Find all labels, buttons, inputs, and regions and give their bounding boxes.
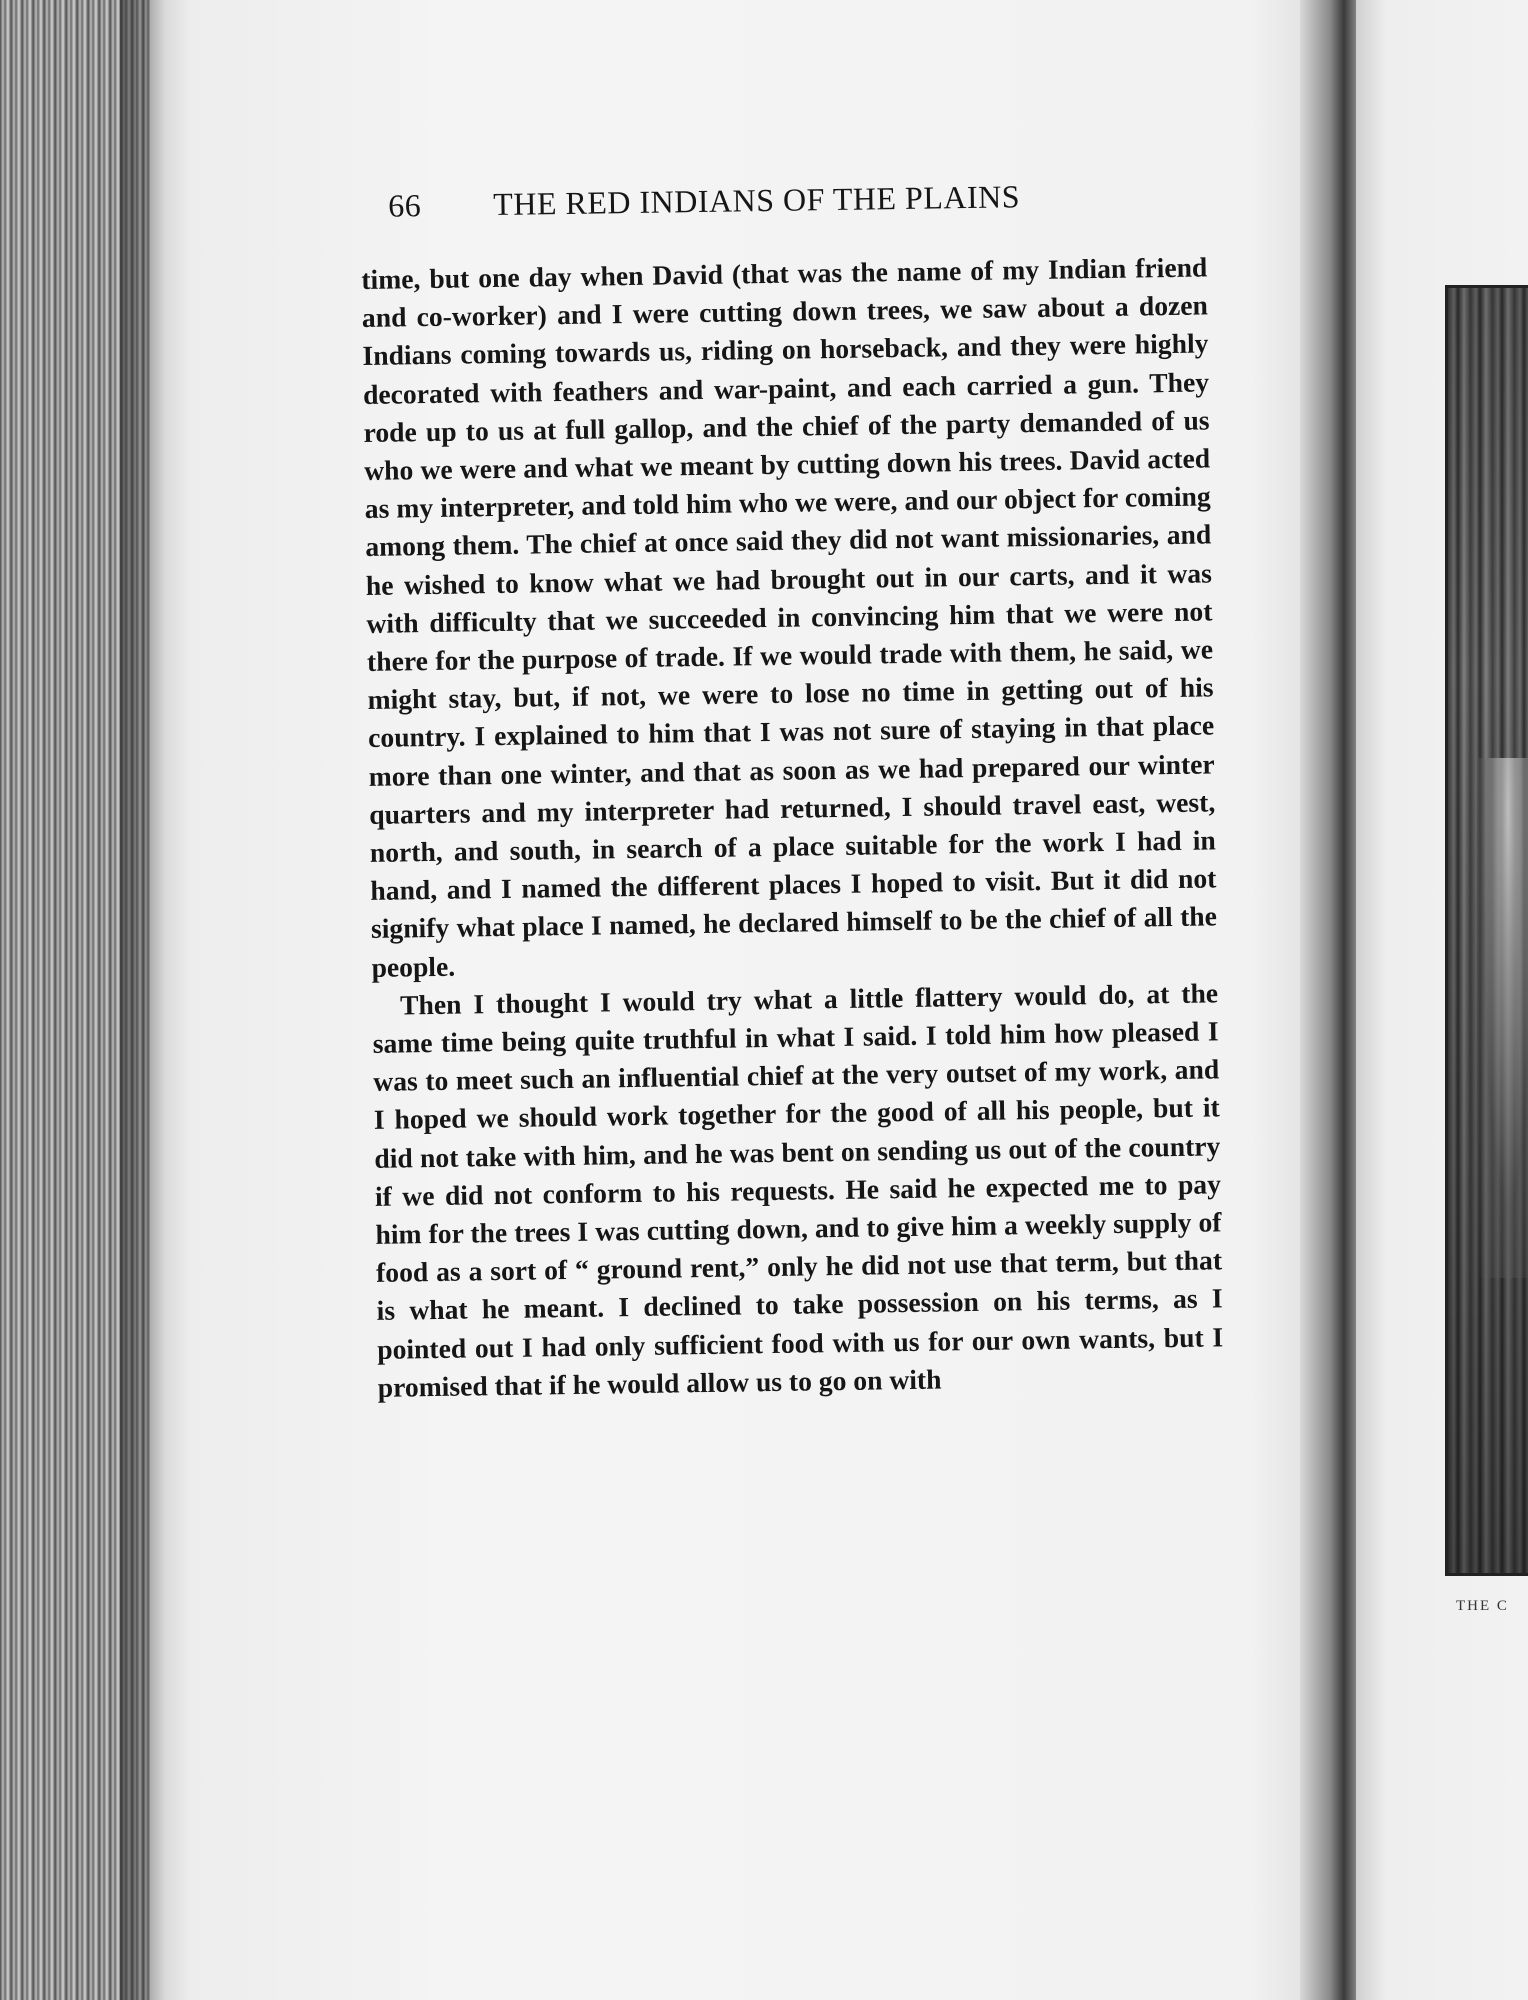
page-content <box>360 175 1224 1407</box>
facing-plate-illustration <box>1445 285 1528 1576</box>
paragraph: Then I thought I would try what a little flattery would do, at the same time being quite truthful in what I said. I told him how pleased I was to meet such an influential chief at the very outset of my work, and I hoped we should work together for the good of all his people, but it did not take with him, and he was bent on sending us out of the country if we did not conform to his requests. He said he expected me to pay him for the trees I was cutting down, and to give him a weekly supply of food as a sort of “ ground rent,” only he did not use that term, but that is what he meant. I declined to take possession on his terms, as I pointed out I had only sufficient food with us for our own wants, but I promised that if he would allow us to go on with <box>372 977 1224 1403</box>
page-edges-shadow <box>120 0 165 2000</box>
page-number: 66 <box>387 187 422 224</box>
running-head: THE RED INDIANS OF THE PLAINS <box>492 178 1021 223</box>
book-gutter <box>1300 0 1360 2000</box>
plate-caption: THE C <box>1456 1598 1509 1614</box>
plate-figure <box>1478 758 1528 1278</box>
paragraph: time, but one day when David (that was the name of my Indian friend and co-worker) and I were cutting down trees, we saw about a dozen Indians coming towards us, riding on horseback, and they were highly decorated with feathers and war-paint, and each carried a gun. They rode up to us at full gallop, and the chief of the party demanded of us who we were and what we meant by cutting down his trees. David acted as my interpreter, and told him who we were, and our object for coming among them. The chief at once said they did not want missionaries, and he wished to know what we had brought out in our carts, and it was with difficulty that we succeeded in convincing him that we were not there for the purpose of trade. If we would trade with them, he said, we might stay, but, if not, we were to lose no time in getting out of his country. I explained to him that I was not sure of staying in that place more than one winter, and that as soon as we had prepared our winter quarters and my interpreter had returned, I should travel east, west, north, and south, in search of a place suitable for the work I had in hand, and I named the different places I hoped to visit. But it did not signify what place I named, he declared himself to be the chief of all the people. <box>361 251 1218 983</box>
